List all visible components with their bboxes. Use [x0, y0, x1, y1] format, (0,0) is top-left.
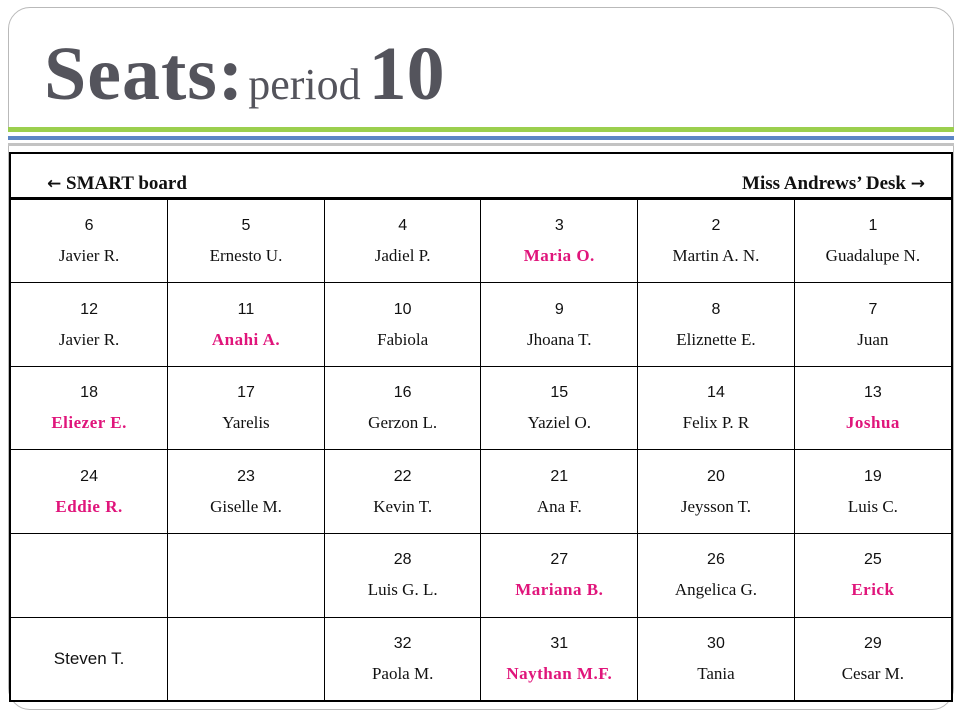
seat-cell: [11, 450, 168, 534]
student-name: Cesar M.: [841, 663, 905, 683]
seat-number: 14: [707, 384, 725, 402]
seat-number: 23: [237, 467, 255, 485]
student-name: Naythan M.F.: [506, 663, 613, 683]
student-name: Tania: [697, 663, 735, 683]
seat-number: 21: [550, 467, 569, 485]
seat-cell: [168, 534, 325, 618]
seat-number: 22: [393, 467, 412, 485]
student-name: Angelica G.: [674, 580, 758, 600]
seat-number: 26: [707, 551, 725, 569]
seat-number: 3: [554, 217, 564, 235]
seat-number: 5: [241, 217, 251, 235]
seat-cell: [794, 534, 951, 618]
title-seats: Seats:: [44, 32, 245, 116]
seat-cell: [481, 617, 638, 700]
seat-number: 4: [398, 217, 408, 235]
seat-cell: [638, 283, 795, 367]
seat-cell: [11, 366, 168, 450]
seat-cell: [168, 366, 325, 450]
seat-number: 15: [550, 384, 569, 402]
student-name: Anahi A.: [211, 329, 281, 349]
student-name: Steven T.: [53, 648, 125, 668]
seat-cell: [638, 534, 795, 618]
student-name: Eddie R.: [55, 496, 123, 516]
seat-number: 25: [863, 551, 882, 569]
seat-cell: [794, 617, 951, 700]
seat-number: 24: [80, 467, 98, 485]
seat-cell: [794, 450, 951, 534]
seat-number: 31: [550, 634, 569, 652]
student-name: Joshua: [845, 413, 900, 433]
student-name: Javier R.: [58, 246, 120, 266]
seat-number: 7: [868, 300, 878, 318]
student-name: Erick: [851, 580, 895, 600]
student-name: Gerzon L.: [368, 413, 438, 433]
seat-cell: [324, 617, 481, 700]
seat-cell: [794, 366, 951, 450]
student-name: Eliezer E.: [51, 413, 127, 433]
right-arrow-icon: →: [910, 174, 925, 194]
seat-number: 1: [868, 217, 878, 235]
seat-number: 16: [393, 384, 412, 402]
seat-number: 19: [863, 467, 882, 485]
seat-cell: [168, 450, 325, 534]
seat-cell: [168, 617, 325, 700]
seat-number: 10: [393, 300, 412, 318]
title-period: period: [248, 60, 361, 109]
seat-cell: [324, 534, 481, 618]
seating-chart: [9, 152, 953, 702]
student-name: Guadalupe N.: [825, 246, 921, 266]
seat-cell: [481, 534, 638, 618]
divider-grey: [8, 143, 954, 146]
seat-number: 13: [863, 384, 882, 402]
seat-number: 29: [863, 634, 882, 652]
seat-cell: [324, 366, 481, 450]
seat-cell: [324, 283, 481, 367]
seat-number: 12: [80, 300, 98, 318]
student-name: Fabiola: [377, 329, 429, 349]
seat-row: [11, 534, 951, 618]
seat-cell: [11, 200, 168, 283]
smart-board-text: SMART board: [66, 173, 187, 194]
seat-number: 11: [237, 300, 255, 318]
seat-cell: [794, 283, 951, 367]
seat-cell: [794, 200, 951, 283]
seat-cell: [168, 283, 325, 367]
seat-number: 8: [711, 300, 721, 318]
seat-cell: [11, 283, 168, 367]
seat-number: 2: [711, 217, 721, 235]
student-name: Kevin T.: [373, 496, 433, 516]
seat-cell: [638, 450, 795, 534]
seat-cell: [638, 200, 795, 283]
seat-number: 9: [554, 300, 564, 318]
student-name: Jeysson T.: [680, 496, 752, 516]
student-name: Ernesto U.: [209, 246, 283, 266]
seat-grid: [11, 200, 951, 700]
left-arrow-icon: ←: [47, 174, 62, 194]
seat-cell: [638, 617, 795, 700]
student-name: Mariana B.: [515, 580, 604, 600]
seat-number: 17: [237, 384, 255, 402]
seat-number: 18: [80, 384, 98, 402]
teacher-desk-text: Miss Andrews’ Desk: [742, 173, 906, 194]
student-name: Felix P. R: [682, 413, 750, 433]
seat-row: [11, 366, 951, 450]
student-name: Yarelis: [222, 413, 270, 433]
seat-row: [11, 617, 951, 700]
student-name: Martin A. N.: [672, 246, 760, 266]
student-name: Luis C.: [847, 496, 898, 516]
student-name: Maria O.: [523, 246, 595, 266]
seat-row: [11, 283, 951, 367]
student-name: Juan: [857, 329, 889, 349]
student-name: Paola M.: [371, 663, 434, 683]
seat-cell: [324, 450, 481, 534]
student-name: Yaziel O.: [527, 413, 592, 433]
seat-cell: [168, 200, 325, 283]
seat-number: 32: [393, 634, 412, 652]
title-number: 10: [368, 32, 445, 116]
seat-number: 6: [84, 217, 94, 235]
page-title: [44, 32, 445, 116]
seat-cell: [481, 283, 638, 367]
front-of-room-row: [11, 154, 951, 200]
smart-board-label: [47, 173, 187, 195]
seat-row: [11, 450, 951, 534]
seat-cell: [638, 366, 795, 450]
seat-cell: [481, 450, 638, 534]
seat-cell: [324, 200, 481, 283]
seat-cell: [11, 617, 168, 700]
teacher-desk-label: [742, 173, 925, 195]
student-name: Giselle M.: [210, 496, 282, 516]
seat-number: 20: [707, 467, 725, 485]
student-name: Javier R.: [58, 329, 120, 349]
seat-cell: [481, 200, 638, 283]
seat-number: 28: [393, 551, 412, 569]
seat-row: [11, 200, 951, 283]
student-name: Jadiel P.: [374, 246, 431, 266]
student-name: Jhoana T.: [527, 329, 592, 349]
seat-cell: [481, 366, 638, 450]
student-name: Luis G. L.: [367, 580, 438, 600]
seat-number: 30: [707, 634, 725, 652]
student-name: Ana F.: [536, 496, 582, 516]
seat-cell: [11, 534, 168, 618]
seat-number: 27: [550, 551, 569, 569]
student-name: Eliznette E.: [676, 329, 756, 349]
